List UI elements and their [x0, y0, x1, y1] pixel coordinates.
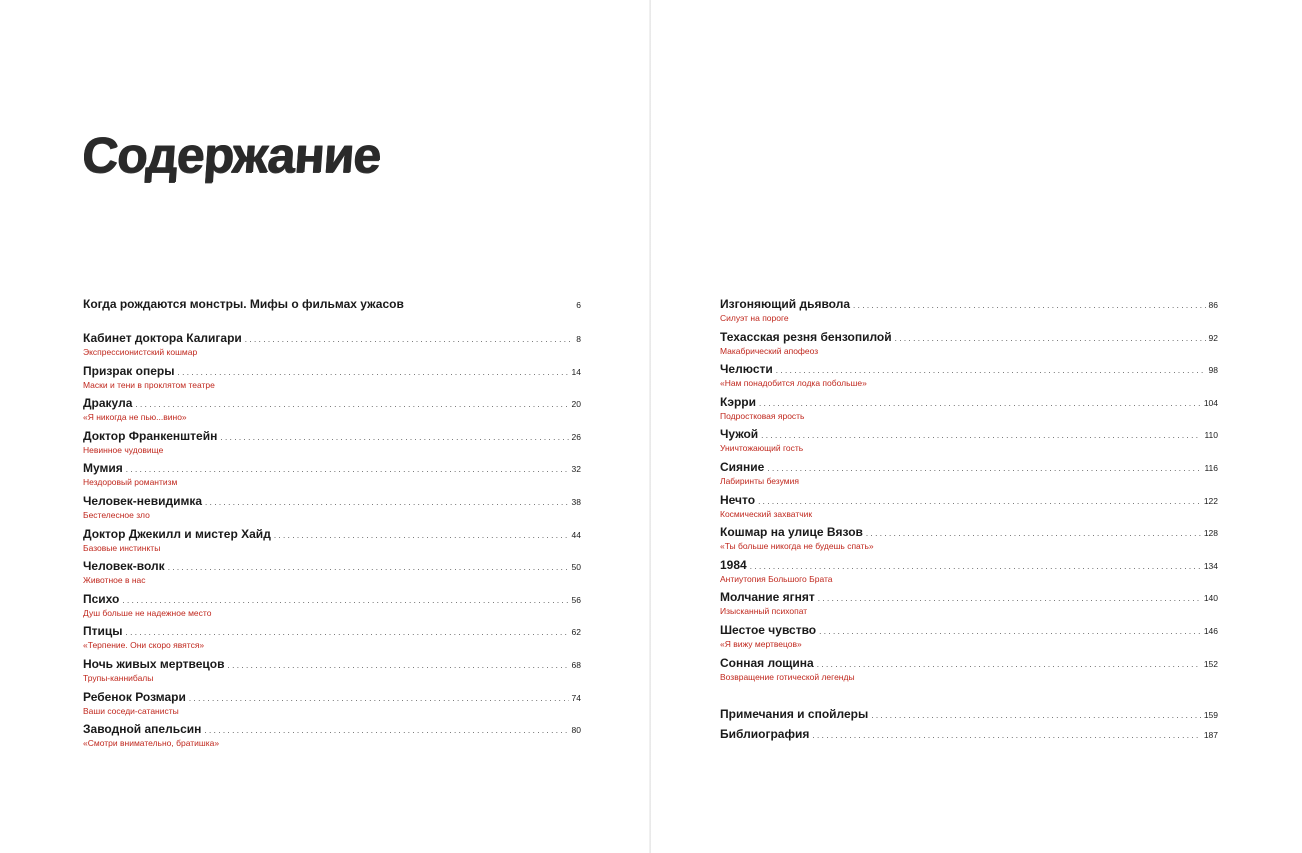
toc-entry-subtitle: Трупы-каннибалы: [83, 672, 154, 683]
toc-back-entry-page: 187: [1203, 729, 1218, 740]
dot-leader: [189, 694, 569, 703]
toc-entry-line: [83, 494, 581, 509]
toc-entry[interactable]: [720, 427, 1218, 460]
toc-entry[interactable]: [720, 493, 1218, 526]
toc-entry-line: [720, 656, 1218, 671]
dot-leader: [126, 628, 569, 637]
toc-entry-page: 116: [1204, 462, 1218, 473]
toc-entry[interactable]: [720, 558, 1218, 591]
dot-leader: [750, 562, 1201, 571]
dot-leader: [227, 661, 568, 670]
dot-leader: [812, 731, 1200, 740]
toc-entry-line: [720, 427, 1218, 442]
toc-entry-page: 122: [1203, 495, 1218, 506]
dot-leader: [245, 335, 573, 344]
toc-entry-subtitle: Ваши соседи-сатанисты: [83, 705, 179, 716]
toc-back-entry-title: Примечания и спойлеры: [720, 707, 869, 721]
toc-entry[interactable]: [83, 690, 581, 723]
dot-leader: [274, 531, 569, 540]
toc-entry[interactable]: [83, 429, 581, 462]
toc-entry-subtitle: «Терпение. Они скоро явятся»: [83, 640, 205, 651]
toc-back-entry-title: Библиография: [720, 726, 810, 741]
toc-entry-title: Психо: [83, 591, 120, 606]
toc-entry-subtitle: Возвращение готической легенды: [720, 671, 855, 682]
toc-entry-subtitle: Базовые инстинкты: [83, 542, 161, 553]
toc-entry-page: 104: [1203, 397, 1218, 408]
toc-entry-line: [83, 657, 581, 672]
toc-entry-subtitle: Бестелесное зло: [83, 509, 150, 520]
toc-entry-page: 128: [1203, 528, 1218, 539]
toc-entry-title: Челюсти: [720, 362, 773, 377]
left-page: [0, 0, 650, 853]
toc-entry-line: [83, 396, 581, 411]
toc-entry-title: Доктор Франкенштейн: [83, 428, 218, 443]
toc-entry-line: [83, 331, 581, 346]
toc-back-entry-page: 159: [1203, 710, 1218, 720]
toc-back-entry[interactable]: [720, 727, 1218, 747]
toc-entry[interactable]: [83, 494, 581, 527]
toc-entry[interactable]: [83, 722, 581, 755]
toc-entry-subtitle: «Нам понадобится лодка побольше»: [720, 378, 867, 389]
dot-leader: [135, 400, 568, 409]
toc-entry-line: [83, 559, 581, 574]
toc-entry[interactable]: [83, 364, 581, 397]
toc-entry-page: 152: [1203, 658, 1218, 669]
dot-leader: [177, 368, 568, 377]
toc-entry-line: [83, 592, 581, 607]
intro-page-number: 6: [576, 300, 581, 310]
toc-entry[interactable]: [83, 396, 581, 429]
toc-entry-title: Ночь живых мертвецов: [83, 656, 225, 671]
toc-entry-subtitle: Макабрический апофеоз: [720, 345, 819, 356]
toc-entry-page: 38: [571, 496, 581, 507]
toc-entry-page: 50: [571, 562, 581, 573]
toc-entry-line: [83, 690, 581, 705]
toc-entry-page: 92: [1208, 332, 1218, 343]
dot-leader: [776, 366, 1206, 375]
toc-entry-line: [720, 460, 1218, 475]
toc-entry-title: Техасская резня бензопилой: [720, 329, 892, 344]
toc-back-matter: [720, 707, 1218, 746]
toc-entry-page: 140: [1203, 593, 1218, 604]
toc-entry-subtitle: «Я вижу мертвецов»: [720, 638, 802, 649]
toc-entry-page: 68: [571, 659, 581, 670]
toc-entry-title: Доктор Джекилл и мистер Хайд: [83, 526, 271, 541]
toc-entry-line: [720, 590, 1218, 605]
toc-entry-subtitle: Лабиринты безумия: [720, 475, 799, 486]
toc-entry-page: 32: [571, 464, 581, 475]
toc-entry-line: [83, 364, 581, 379]
toc-entry-line: [83, 624, 581, 639]
toc-list-left: [83, 331, 581, 755]
dot-leader: [220, 433, 568, 442]
dot-leader: [818, 594, 1201, 603]
toc-entry-page: 62: [571, 627, 581, 638]
toc-entry-title: Нечто: [720, 492, 756, 507]
dot-leader: [759, 399, 1201, 408]
toc-entry-title: Ребенок Розмари: [83, 689, 186, 704]
toc-entry[interactable]: [720, 297, 1218, 330]
toc-entry-title: Заводной апельсин: [83, 722, 202, 737]
toc-entry-title: Молчание ягнят: [720, 590, 815, 605]
toc-entry-title: Кэрри: [720, 394, 756, 409]
toc-entry-page: 20: [571, 399, 581, 410]
toc-entry[interactable]: [83, 559, 581, 592]
toc-entry-page: 44: [571, 529, 581, 540]
toc-entry-line: [720, 395, 1218, 410]
toc-entry-page: 98: [1208, 365, 1218, 376]
toc-entry-subtitle: Подростковая ярость: [720, 410, 805, 421]
toc-list-right: [720, 297, 1218, 688]
toc-entry-title: Кошмар на улице Вязов: [720, 525, 863, 540]
dot-leader: [122, 596, 568, 605]
toc-entry-subtitle: Экспрессионистский кошмар: [83, 347, 198, 357]
toc-entry-title: Человек-невидимка: [83, 493, 203, 508]
toc-entry-title: Птицы: [83, 624, 123, 639]
toc-entry-line: [720, 558, 1218, 573]
toc-entry[interactable]: [83, 461, 581, 494]
toc-entry[interactable]: [83, 657, 581, 690]
toc-entry[interactable]: [720, 590, 1218, 623]
toc-entry[interactable]: [83, 331, 581, 364]
toc-entry-line: [83, 527, 581, 542]
toc-entry-line: [720, 330, 1218, 345]
dot-leader: [853, 301, 1206, 310]
toc-entry-line: [83, 461, 581, 476]
toc-entry-title: Сонная лощина: [720, 655, 814, 670]
toc-entry-subtitle: Душ больше не надежное место: [83, 607, 212, 618]
toc-entry-subtitle: «Я никогда не пью...вино»: [83, 412, 187, 423]
dot-leader: [205, 498, 569, 507]
toc-back-entry[interactable]: [720, 707, 1218, 727]
toc-entry-page: 86: [1208, 300, 1218, 310]
toc-entry-title: Мумия: [83, 461, 123, 476]
toc-entry-title: Человек-волк: [83, 559, 165, 574]
toc-entry-subtitle: Силуэт на пороге: [720, 313, 789, 323]
toc-entry-subtitle: Изысканный психопат: [720, 606, 808, 617]
dot-leader: [817, 660, 1201, 669]
toc-entry-subtitle: Животное в нас: [83, 575, 146, 586]
toc-entry-page: 110: [1204, 430, 1218, 441]
toc-entry[interactable]: [720, 395, 1218, 428]
toc-entry-line: [83, 722, 581, 737]
toc-entry-line: [720, 362, 1218, 377]
toc-entry-subtitle: Нездоровый романтизм: [83, 477, 178, 488]
toc-entry-title: Кабинет доктора Калигари: [83, 331, 242, 345]
toc-entry[interactable]: [720, 330, 1218, 363]
toc-entry-line: [720, 493, 1218, 508]
page-title: Содержание: [80, 127, 383, 183]
toc-entry-subtitle: Маски и тени в проклятом театре: [83, 379, 215, 390]
toc-entry-subtitle: «Смотри внимательно, братишка»: [83, 738, 220, 749]
toc-entry[interactable]: [720, 525, 1218, 558]
toc-entry-page: 146: [1203, 625, 1218, 636]
dot-leader: [761, 431, 1201, 440]
toc-entry[interactable]: [720, 362, 1218, 395]
toc-entry-line: [720, 525, 1218, 540]
toc-entry-page: 8: [576, 334, 581, 344]
dot-leader: [767, 464, 1201, 473]
toc-entry-line: [720, 297, 1218, 312]
toc-entry-line: [83, 429, 581, 444]
dot-leader: [871, 711, 1201, 720]
toc-entry-title: Дракула: [83, 396, 133, 411]
dot-leader: [168, 563, 569, 572]
toc-entry[interactable]: [720, 623, 1218, 656]
toc-entry-title: Призрак оперы: [83, 363, 175, 378]
dot-leader: [204, 726, 568, 735]
toc-entry[interactable]: [720, 460, 1218, 493]
toc-entry-title: Изгоняющий дьявола: [720, 297, 851, 311]
toc-entry-subtitle: Невинное чудовище: [83, 444, 164, 455]
toc-entry-page: 134: [1203, 560, 1218, 571]
toc-entry[interactable]: [720, 656, 1218, 689]
toc-entry-page: 56: [571, 594, 581, 605]
dot-leader: [126, 465, 569, 474]
toc-entry[interactable]: [83, 624, 581, 657]
toc-entry[interactable]: [83, 592, 581, 625]
toc-entry-title: Чужой: [720, 427, 759, 442]
dot-leader: [866, 529, 1201, 538]
toc-entry-subtitle: Космический захватчик: [720, 508, 813, 519]
toc-entry[interactable]: [83, 527, 581, 560]
toc-entry-page: 14: [571, 366, 581, 377]
toc-entry-line: [720, 623, 1218, 638]
toc-entry-subtitle: «Ты больше никогда не будешь спать»: [720, 541, 874, 552]
toc-entry-title: Сияние: [720, 459, 765, 474]
toc-entry-page: 80: [571, 725, 581, 736]
dot-leader: [819, 627, 1201, 636]
toc-intro-entry[interactable]: [83, 297, 581, 311]
dot-leader: [758, 497, 1201, 506]
intro-title: Когда рождаются монстры. Мифы о фильмах ужасов: [83, 297, 404, 311]
toc-entry-page: 74: [571, 692, 581, 703]
toc-entry-title: 1984: [720, 557, 747, 572]
toc-entry-subtitle: Антиутопия Большого Брата: [720, 573, 833, 584]
dot-leader: [895, 334, 1206, 343]
toc-entry-page: 26: [571, 431, 581, 442]
toc-entry-title: Шестое чувство: [720, 622, 817, 637]
toc-entry-subtitle: Уничтожающий гость: [720, 443, 804, 454]
